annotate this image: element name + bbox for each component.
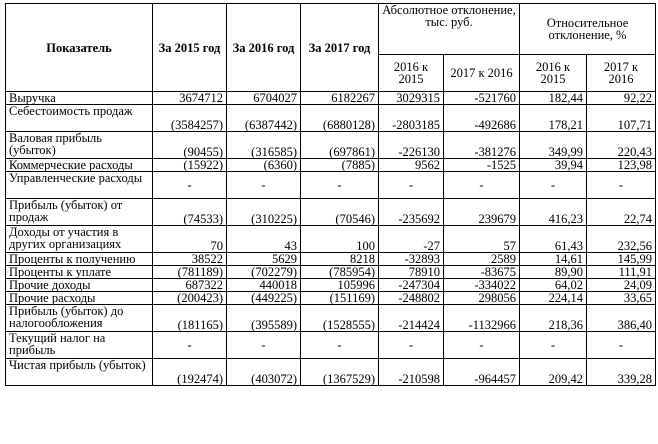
cell-abs-2: 239679 bbox=[444, 199, 520, 226]
cell-rel-2: 111,91 bbox=[587, 266, 656, 279]
cell-rel-1: - bbox=[520, 172, 587, 199]
cell-abs-2: -1132966 bbox=[444, 305, 520, 332]
cell-abs-2: -83675 bbox=[444, 266, 520, 279]
header-abs-2017-vs-2016: 2017 к 2016 bbox=[444, 55, 520, 92]
financial-results-table bbox=[5, 3, 656, 386]
cell-2017: (785954) bbox=[301, 266, 379, 279]
table-row bbox=[6, 292, 656, 305]
cell-rel-1: 349,99 bbox=[520, 132, 587, 159]
cell-2017: - bbox=[301, 332, 379, 359]
cell-abs-1: -2803185 bbox=[379, 105, 444, 132]
cell-abs-2: -521760 bbox=[444, 92, 520, 105]
row-label: Доходы от участия в других организациях bbox=[6, 226, 153, 253]
row-label: Текущий налог на прибыль bbox=[6, 332, 153, 359]
cell-rel-2: 107,71 bbox=[587, 105, 656, 132]
cell-abs-1: -235692 bbox=[379, 199, 444, 226]
table-row bbox=[6, 226, 656, 253]
cell-rel-2: 22,74 bbox=[587, 199, 656, 226]
cell-rel-2: 145,99 bbox=[587, 253, 656, 266]
cell-2015: 687322 bbox=[153, 279, 227, 292]
cell-abs-1: -210598 bbox=[379, 359, 444, 386]
cell-rel-2: 24,09 bbox=[587, 279, 656, 292]
cell-rel-2: - bbox=[587, 172, 656, 199]
cell-rel-1: 14,61 bbox=[520, 253, 587, 266]
cell-abs-2: 298056 bbox=[444, 292, 520, 305]
row-label: Проценты к уплате bbox=[6, 266, 153, 279]
cell-abs-2: -334022 bbox=[444, 279, 520, 292]
cell-abs-1: -248802 bbox=[379, 292, 444, 305]
cell-abs-1: 3029315 bbox=[379, 92, 444, 105]
table-row bbox=[6, 159, 656, 172]
cell-rel-1: 416,23 bbox=[520, 199, 587, 226]
cell-2017: (151169) bbox=[301, 292, 379, 305]
header-rel-2017-vs-2016: 2017 к 2016 bbox=[587, 55, 656, 92]
row-label: Коммерческие расходы bbox=[6, 159, 153, 172]
header-abs-2016-vs-2015: 2016 к 2015 bbox=[379, 55, 444, 92]
cell-abs-2: 2589 bbox=[444, 253, 520, 266]
row-label: Выручка bbox=[6, 92, 153, 105]
cell-2017: (1367529) bbox=[301, 359, 379, 386]
cell-abs-2: -492686 bbox=[444, 105, 520, 132]
cell-rel-2: - bbox=[587, 332, 656, 359]
cell-abs-2: -964457 bbox=[444, 359, 520, 386]
table-row bbox=[6, 359, 656, 386]
cell-2016: - bbox=[227, 332, 301, 359]
table-row bbox=[6, 132, 656, 159]
cell-rel-1: 64,02 bbox=[520, 279, 587, 292]
header-2015: За 2015 год bbox=[153, 4, 227, 92]
cell-2017: 105996 bbox=[301, 279, 379, 292]
cell-rel-1: 224,14 bbox=[520, 292, 587, 305]
cell-2017: (1528555) bbox=[301, 305, 379, 332]
cell-rel-2: 92,22 bbox=[587, 92, 656, 105]
cell-rel-2: 386,40 bbox=[587, 305, 656, 332]
cell-abs-2: 57 bbox=[444, 226, 520, 253]
table-row bbox=[6, 172, 656, 199]
cell-2017: (697861) bbox=[301, 132, 379, 159]
cell-2017: 8218 bbox=[301, 253, 379, 266]
cell-2015: - bbox=[153, 332, 227, 359]
cell-rel-1: 182,44 bbox=[520, 92, 587, 105]
cell-2015: (15922) bbox=[153, 159, 227, 172]
cell-abs-1: -226130 bbox=[379, 132, 444, 159]
cell-2015: 38522 bbox=[153, 253, 227, 266]
cell-2017: - bbox=[301, 172, 379, 199]
header-absolute-deviation: Абсолютное отклонение, тыс. руб. bbox=[379, 4, 520, 55]
cell-2015: (781189) bbox=[153, 266, 227, 279]
table-row bbox=[6, 105, 656, 132]
cell-rel-1: 178,21 bbox=[520, 105, 587, 132]
cell-2015: (200423) bbox=[153, 292, 227, 305]
cell-abs-1: -247304 bbox=[379, 279, 444, 292]
cell-2015: 3674712 bbox=[153, 92, 227, 105]
cell-rel-1: 89,90 bbox=[520, 266, 587, 279]
cell-2016: (6360) bbox=[227, 159, 301, 172]
cell-2015: - bbox=[153, 172, 227, 199]
cell-2017: (70546) bbox=[301, 199, 379, 226]
cell-2016: (395589) bbox=[227, 305, 301, 332]
row-label: Прибыль (убыток) от продаж bbox=[6, 199, 153, 226]
cell-2016: - bbox=[227, 172, 301, 199]
table-row bbox=[6, 332, 656, 359]
cell-2015: (181165) bbox=[153, 305, 227, 332]
cell-rel-2: 123,98 bbox=[587, 159, 656, 172]
row-label: Управленческие расходы bbox=[6, 172, 153, 199]
cell-2016: (403072) bbox=[227, 359, 301, 386]
cell-rel-2: 220,43 bbox=[587, 132, 656, 159]
cell-2016: (310225) bbox=[227, 199, 301, 226]
cell-2017: 6182267 bbox=[301, 92, 379, 105]
cell-rel-2: 339,28 bbox=[587, 359, 656, 386]
header-rel-2016-vs-2015: 2016 к 2015 bbox=[520, 55, 587, 92]
cell-rel-2: 232,56 bbox=[587, 226, 656, 253]
cell-2016: (702279) bbox=[227, 266, 301, 279]
cell-rel-1: - bbox=[520, 332, 587, 359]
row-label: Прочие доходы bbox=[6, 279, 153, 292]
header-2016: За 2016 год bbox=[227, 4, 301, 92]
row-label: Чистая прибыль (убыток) bbox=[6, 359, 153, 386]
table-row bbox=[6, 92, 656, 105]
cell-rel-2: 33,65 bbox=[587, 292, 656, 305]
cell-2015: 70 bbox=[153, 226, 227, 253]
cell-abs-2: -1525 bbox=[444, 159, 520, 172]
cell-abs-2: - bbox=[444, 332, 520, 359]
cell-abs-1: - bbox=[379, 332, 444, 359]
cell-2016: (449225) bbox=[227, 292, 301, 305]
cell-2016: 6704027 bbox=[227, 92, 301, 105]
header-relative-deviation: Относительное отклонение, % bbox=[520, 4, 656, 55]
cell-abs-1: -32893 bbox=[379, 253, 444, 266]
cell-abs-1: - bbox=[379, 172, 444, 199]
cell-2017: 100 bbox=[301, 226, 379, 253]
cell-2016: (6387442) bbox=[227, 105, 301, 132]
cell-abs-1: -214424 bbox=[379, 305, 444, 332]
table-row bbox=[6, 199, 656, 226]
header-2017: За 2017 год bbox=[301, 4, 379, 92]
cell-2015: (90455) bbox=[153, 132, 227, 159]
cell-2015: (3584257) bbox=[153, 105, 227, 132]
row-label: Прочие расходы bbox=[6, 292, 153, 305]
cell-rel-1: 39,94 bbox=[520, 159, 587, 172]
cell-2015: (74533) bbox=[153, 199, 227, 226]
cell-abs-1: -27 bbox=[379, 226, 444, 253]
header-indicator: Показатель bbox=[6, 4, 153, 92]
cell-2016: 5629 bbox=[227, 253, 301, 266]
cell-2015: (192474) bbox=[153, 359, 227, 386]
cell-rel-1: 209,42 bbox=[520, 359, 587, 386]
cell-2016: (316585) bbox=[227, 132, 301, 159]
cell-abs-2: - bbox=[444, 172, 520, 199]
cell-2016: 43 bbox=[227, 226, 301, 253]
table-row bbox=[6, 305, 656, 332]
table-row bbox=[6, 253, 656, 266]
table-row bbox=[6, 266, 656, 279]
row-label: Проценты к получению bbox=[6, 253, 153, 266]
cell-abs-1: 78910 bbox=[379, 266, 444, 279]
cell-2017: (7885) bbox=[301, 159, 379, 172]
cell-2016: 440018 bbox=[227, 279, 301, 292]
row-label: Валовая прибыль (убыток) bbox=[6, 132, 153, 159]
table-row bbox=[6, 279, 656, 292]
cell-rel-1: 61,43 bbox=[520, 226, 587, 253]
row-label: Прибыль (убыток) до налогообложения bbox=[6, 305, 153, 332]
cell-abs-2: -381276 bbox=[444, 132, 520, 159]
row-label: Себестоимость продаж bbox=[6, 105, 153, 132]
cell-2017: (6880128) bbox=[301, 105, 379, 132]
cell-rel-1: 218,36 bbox=[520, 305, 587, 332]
cell-abs-1: 9562 bbox=[379, 159, 444, 172]
